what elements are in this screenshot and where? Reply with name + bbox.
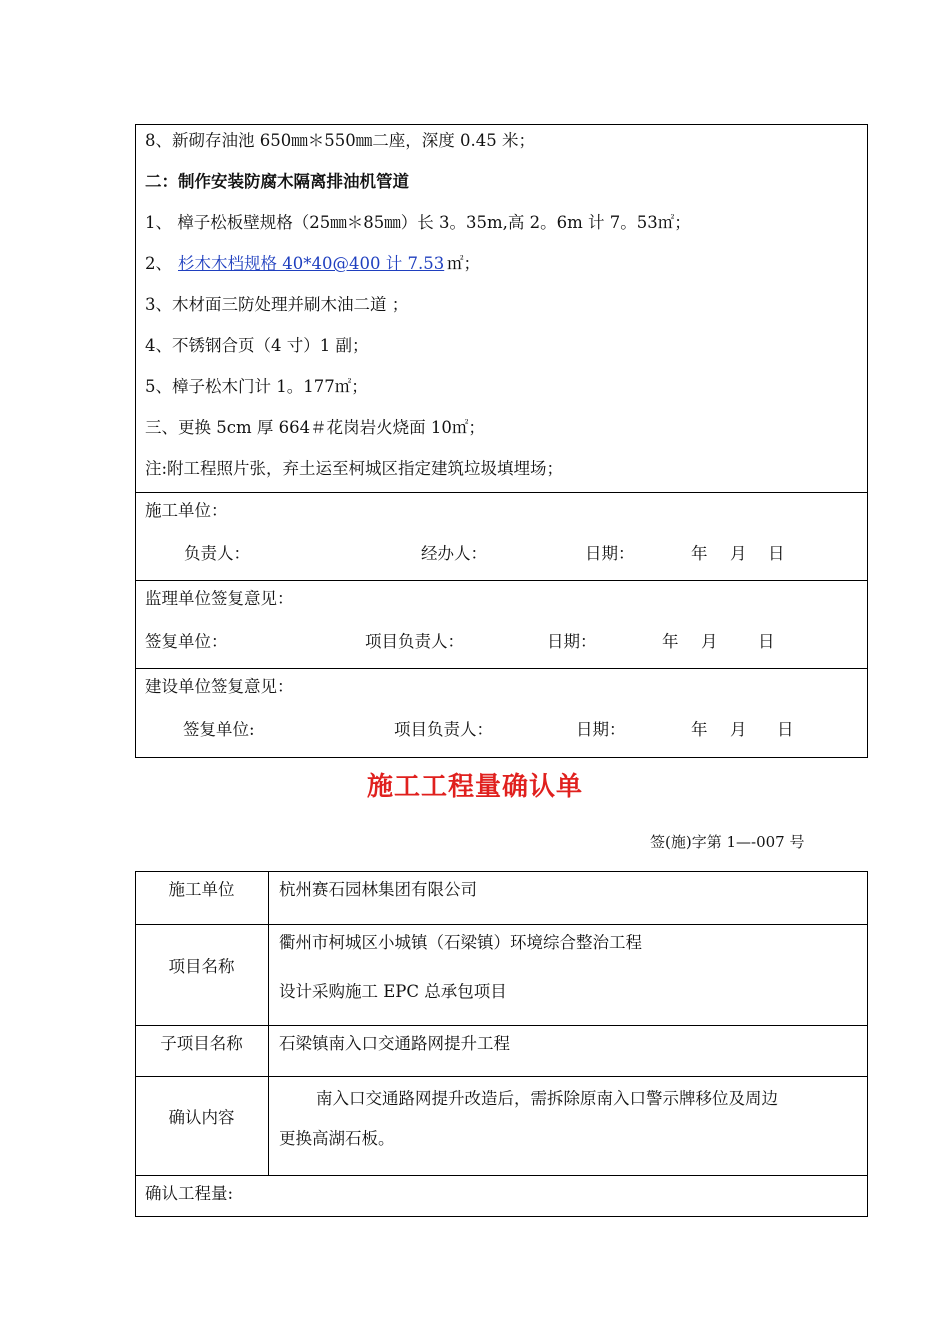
date-label: 日期： [576,720,626,739]
project-value-line-1: 衢州市柯城区小城镇（石梁镇）环境综合整治工程 [279,933,642,952]
note-line: 注:附工程照片张，弃土运至柯城区指定建筑垃圾填埋场； [145,459,564,478]
divider [135,580,868,581]
day-label: 日 [777,720,794,739]
line-item-2-suffix: ㎡； [447,254,480,273]
year-label: 年 [691,720,708,739]
day-label: 日 [768,544,785,563]
confirm-content-line-1: 南入口交通路网提升改造后，需拆除原南入口警示牌移位及周边 [316,1089,778,1108]
line-item-8: 8、新砌存油池 650㎜＊550㎜二座，深度 0.45 米； [145,131,535,150]
month-label: 月 [730,544,747,563]
divider [135,1025,868,1026]
date-label: 日期： [547,632,597,651]
day-label: 日 [758,632,775,651]
project-value-line-2: 设计采购施工 EPC 总承包项目 [279,982,507,1001]
year-label: 年 [691,544,708,563]
line-item-2-link[interactable]: 杉木木档规格 40*40@400 计 7.53 [178,254,445,273]
divider [135,668,868,669]
owner-label: 建设单位签复意见： [145,677,294,696]
line-item-4: 4、不锈钢合页（4 寸）1 副； [145,336,369,355]
confirm-quantity-label: 确认工程量: [145,1184,234,1203]
year-label: 年 [662,632,679,651]
project-label: 项目名称 [168,957,235,976]
section-3: 三、更换 5cm 厚 664＃花岗岩火烧面 10㎡； [145,418,485,437]
unit-value: 杭州赛石园林集团有限公司 [279,880,477,899]
subproject-value: 石梁镇南入口交通路网提升工程 [279,1034,510,1053]
project-leader-label: 项目负责人： [394,720,493,739]
line-item-3: 3、木材面三防处理并刷木油二道 ； [145,295,409,314]
month-label: 月 [701,632,718,651]
line-item-1: 1、 樟子松板壁规格（25㎜＊85㎜）长 3。35m,高 2。6m 计 7。53㎡； [145,213,691,232]
form-title: 施工工程量确认单 [366,772,583,802]
divider [135,1175,868,1176]
divider [135,1076,868,1077]
divider [135,924,868,925]
line-item-2-prefix: 2、 [145,254,172,273]
handler-label: 经办人： [421,544,487,563]
line-item-5: 5、樟子松木门计 1。177㎡； [145,377,368,396]
person-in-charge-label: 负责人： [184,544,250,563]
subproject-label: 子项目名称 [160,1034,243,1053]
section-heading-2: 二：制作安装防腐木隔离排油机管道 [145,172,409,191]
confirm-content-line-2: 更换高湖石板。 [279,1129,395,1148]
supervision-label: 监理单位签复意见： [145,589,294,608]
project-leader-label: 项目负责人： [365,632,464,651]
divider [135,492,868,493]
unit-label: 施工单位 [168,880,235,899]
date-label: 日期： [585,544,635,563]
construction-unit-label: 施工单位： [145,501,228,520]
sign-unit-label: 签复单位： [145,632,228,651]
month-label: 月 [730,720,747,739]
sign-unit-label: 签复单位: [183,720,255,739]
column-divider [268,871,269,1175]
form-number: 签(施)字第 1—-007 号 [650,833,805,851]
confirm-content-label: 确认内容 [168,1108,235,1127]
